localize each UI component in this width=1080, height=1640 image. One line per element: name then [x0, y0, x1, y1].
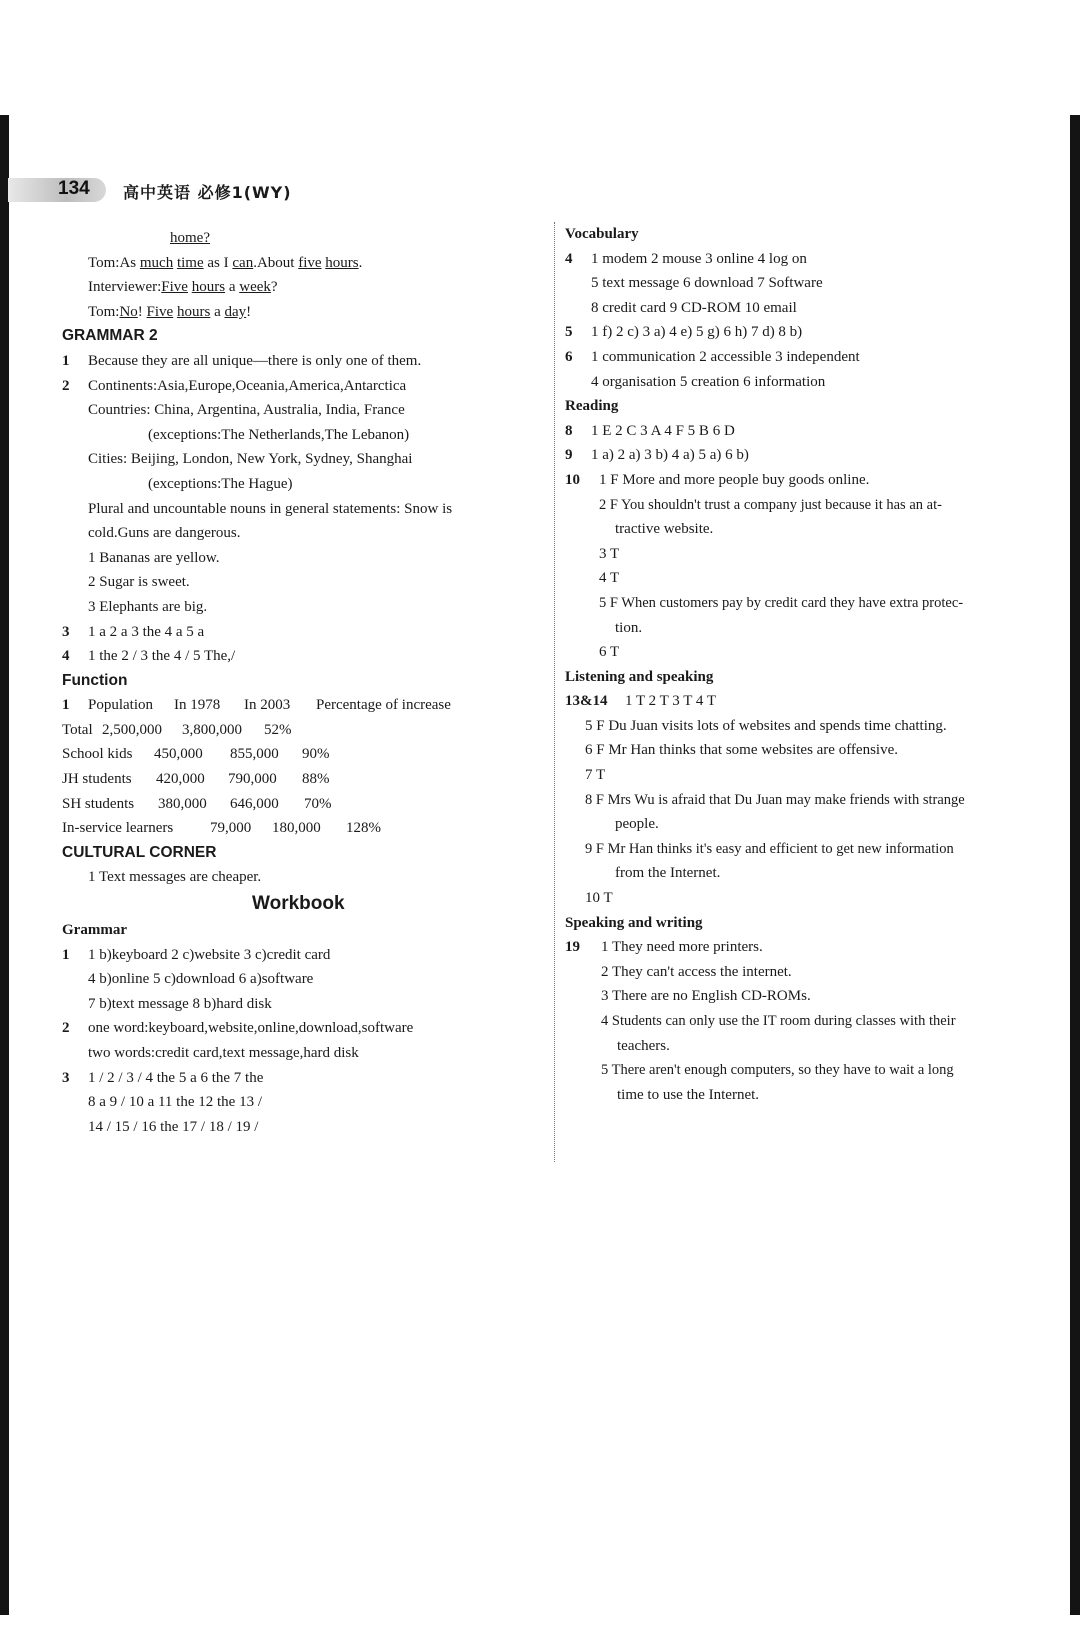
grammar2-q2-plural-2: cold.Guns are dangerous.: [88, 525, 241, 542]
question-number: 4: [62, 648, 70, 665]
listening-a6: 6 F Mr Han thinks that some websites are offensive.: [585, 742, 899, 759]
page-header: [8, 178, 328, 206]
reading-q10-2a: 2 F You shouldn't trust a company just because it has an at-: [599, 496, 942, 513]
workbook-grammar-heading: Grammar: [62, 922, 127, 939]
question-number: 5: [565, 324, 573, 341]
question-number: 4: [565, 250, 573, 267]
grammar2-q2-example-1: 1 Bananas are yellow.: [88, 549, 220, 566]
listening-a8a: 8 F Mrs Wu is afraid that Du Juan may make friends with strange: [585, 791, 965, 808]
right-column: [565, 222, 1045, 1107]
workbook-q3-line-3: 14 / 15 / 16 the 17 / 18 / 19 /: [88, 1118, 259, 1135]
dialogue-line-interviewer: [62, 275, 544, 300]
listening-heading: Listening and speaking: [565, 668, 714, 685]
table-header-cell: In 2003: [244, 697, 291, 714]
table-cell: 70%: [304, 795, 332, 812]
table-cell: SH students: [62, 795, 135, 812]
speaking-a4b: teachers.: [617, 1037, 670, 1054]
speaking-writing-heading: Speaking and writing: [565, 914, 703, 931]
answer-text: 1 T 2 T 3 T 4 T: [625, 693, 717, 710]
page-number-badge: [8, 178, 106, 202]
cultural-corner-answer: 1 Text messages are cheaper.: [88, 869, 262, 886]
reading-q10-5a: 5 F When customers pay by credit card they have extra protec-: [599, 594, 964, 611]
workbook-q2-line-1: [62, 1016, 544, 1041]
question-number: 1: [62, 946, 70, 963]
answer-text: 1 the 2 / 3 the 4 / 5 The,/: [88, 648, 236, 665]
dialogue-text: as I: [203, 254, 233, 271]
question-number: 2: [62, 377, 70, 394]
answer-text: one word:keyboard,website,online,download,software: [88, 1020, 414, 1037]
question-number: 10: [565, 471, 580, 488]
workbook-heading: Workbook: [252, 893, 345, 915]
workbook-q2-line-2: two words:credit card,text message,hard disk: [88, 1045, 359, 1061]
answer-text: 1 They need more printers.: [601, 939, 763, 956]
table-cell: 790,000: [228, 771, 277, 788]
function-table-row: [62, 792, 544, 817]
listening-a5: 5 F Du Juan visits lots of websites and spends time chatting.: [585, 717, 947, 734]
grammar2-q2-cities: Cities: Beijing, London, New York, Sydney, Shanghai: [88, 451, 413, 468]
grammar2-q1: [62, 349, 544, 374]
dialogue-home: home?: [170, 230, 210, 246]
listening-a10: 10 T: [585, 890, 613, 907]
table-cell: Total: [62, 721, 93, 738]
listening-a9b: from the Internet.: [615, 865, 721, 882]
table-header-cell: Population: [88, 697, 154, 714]
underlined-word: can: [232, 254, 254, 271]
dialogue-text: a: [210, 303, 225, 320]
column-divider: [554, 222, 555, 1162]
page-number: 134: [58, 178, 90, 199]
underlined-word: Five: [161, 279, 188, 296]
underlined-word: five: [298, 254, 322, 271]
answer-text: 1 a) 2 a) 3 b) 4 a) 5 a) 6 b): [591, 447, 749, 464]
dialogue-line-tom-1: [62, 251, 544, 276]
vocabulary-q6-line-1: [565, 345, 1045, 370]
table-cell: School kids: [62, 746, 133, 763]
dialogue-line-home: [62, 226, 544, 251]
grammar2-q4: [62, 644, 544, 669]
underlined-word: No: [119, 303, 138, 320]
table-cell: JH students: [62, 771, 132, 788]
question-number: 3: [62, 623, 70, 640]
reading-q10-6: 6 T: [599, 644, 620, 661]
listening-q-line-1: [565, 689, 1045, 714]
answer-text: 1 modem 2 mouse 3 online 4 log on: [591, 250, 807, 267]
function-table-row: [62, 816, 544, 841]
speaking-a3: 3 There are no English CD-ROMs.: [601, 988, 811, 1005]
question-number: 13&14: [565, 693, 608, 710]
dialogue-text: Tom:: [88, 303, 120, 320]
table-cell: 128%: [346, 820, 381, 837]
book-title: 高中英语 必修1(WY): [123, 183, 292, 202]
dialogue-text: Tom:As: [88, 254, 140, 271]
workbook-q3-line-1: [62, 1066, 544, 1091]
vocabulary-heading: Vocabulary: [565, 226, 639, 242]
left-column: [62, 226, 544, 1139]
dialogue-text: Interviewer:: [88, 279, 162, 296]
table-cell: 855,000: [230, 746, 279, 763]
table-header-cell: In 1978: [174, 697, 221, 714]
vocabulary-q6-line-2: 4 organisation 5 creation 6 information: [591, 373, 826, 390]
answer-text: 1 f) 2 c) 3 a) 4 e) 5 g) 6 h) 7 d) 8 b): [591, 324, 803, 341]
question-number: 9: [565, 447, 573, 464]
table-cell: 52%: [264, 721, 292, 738]
underlined-word: hours: [325, 254, 359, 271]
grammar2-q2-cities-exceptions: (exceptions:The Hague): [148, 475, 293, 492]
vocabulary-q4-line-2: 5 text message 6 download 7 Software: [591, 275, 823, 292]
underlined-word: hours: [176, 303, 211, 320]
speaking-a1: [565, 935, 1045, 960]
question-number: 1: [62, 352, 70, 369]
function-table-header: [62, 693, 544, 718]
listening-a9a: 9 F Mr Han thinks it's easy and efficient to get new information: [585, 840, 954, 857]
speaking-a4a: 4 Students can only use the IT room during classes with their: [601, 1013, 956, 1029]
question-number: 3: [62, 1069, 70, 1086]
table-cell: 646,000: [230, 795, 279, 812]
answer-text: Continents:Asia,Europe,Oceania,America,Antarctica: [88, 377, 407, 394]
vocabulary-q4-line-3: 8 credit card 9 CD-ROM 10 email: [591, 299, 797, 316]
reading-q8: [565, 419, 1045, 444]
function-heading: Function: [62, 671, 128, 689]
table-cell: 3,800,000: [182, 721, 242, 738]
table-cell: 450,000: [154, 746, 203, 763]
dialogue-text: .About: [253, 254, 299, 271]
answer-text: 1 F More and more people buy goods online.: [599, 471, 870, 488]
grammar2-heading: GRAMMAR 2: [62, 327, 158, 345]
question-number: 6: [565, 348, 573, 365]
function-table-row: [62, 742, 544, 767]
table-cell: 180,000: [272, 820, 321, 837]
question-number: 19: [565, 939, 580, 956]
vocabulary-q4-line-1: [565, 247, 1045, 272]
listening-a8b: people.: [615, 816, 659, 833]
workbook-q1-line-3: 7 b)text message 8 b)hard disk: [88, 995, 272, 1012]
table-cell: 79,000: [210, 820, 252, 837]
reading-q10-4: 4 T: [599, 570, 620, 587]
grammar2-q3: [62, 620, 544, 645]
dialogue-text: !: [137, 303, 147, 320]
dialogue-line-tom-2: [62, 300, 544, 325]
underlined-word: much: [139, 254, 174, 271]
underlined-word: Five: [146, 303, 174, 320]
answer-text: 1 communication 2 accessible 3 independent: [591, 348, 860, 365]
reading-q10-2b: tractive website.: [615, 521, 714, 538]
table-header-cell: Percentage of increase: [316, 697, 451, 714]
underlined-word: day: [224, 303, 247, 320]
reading-heading: Reading: [565, 398, 619, 415]
underlined-word: time: [176, 254, 204, 271]
dialogue-text: !: [246, 303, 252, 320]
table-cell: 380,000: [158, 795, 207, 812]
grammar2-q2-countries: Countries: China, Argentina, Australia, India, France: [88, 402, 405, 419]
grammar2-q2-plural-1: Plural and uncountable nouns in general statements: Snow is: [88, 500, 453, 517]
underlined-word: week: [239, 279, 271, 296]
question-number: 2: [62, 1020, 70, 1037]
dialogue-text: a: [225, 279, 240, 296]
workbook-q3-line-2: 8 a 9 / 10 a 11 the 12 the 13 /: [88, 1094, 262, 1111]
speaking-a2: 2 They can't access the internet.: [601, 963, 792, 980]
reading-q10-5b: tion.: [615, 619, 643, 636]
grammar2-q2-example-3: 3 Elephants are big.: [88, 598, 208, 615]
reading-q9: [565, 443, 1045, 468]
table-cell: 2,500,000: [102, 721, 162, 738]
answer-text: Because they are all unique—there is only one of them.: [88, 352, 422, 369]
speaking-a5a: 5 There aren't enough computers, so they have to wait a long: [601, 1062, 954, 1079]
table-cell: 420,000: [156, 771, 205, 788]
grammar2-q2-countries-exceptions: (exceptions:The Netherlands,The Lebanon): [148, 426, 410, 443]
vocabulary-q5: [565, 320, 1045, 345]
question-number: 1: [62, 697, 70, 714]
answer-text: 1 a 2 a 3 the 4 a 5 a: [88, 623, 205, 640]
dialogue-text: ?: [270, 279, 278, 296]
function-table-row: [62, 767, 544, 792]
grammar2-q2-continents: [62, 374, 544, 399]
question-number: 8: [565, 422, 573, 439]
underlined-word: hours: [191, 279, 226, 296]
function-table-row: [62, 718, 544, 743]
reading-q10-3: 3 T: [599, 545, 620, 562]
dialogue-text: .: [358, 254, 363, 271]
scan-edge-left: [0, 115, 9, 1615]
table-cell: In-service learners: [62, 820, 174, 837]
cultural-corner-heading: CULTURAL CORNER: [62, 843, 217, 861]
answer-text: 1 E 2 C 3 A 4 F 5 B 6 D: [591, 422, 735, 439]
speaking-a5b: time to use the Internet.: [617, 1086, 760, 1103]
answer-text: 1 b)keyboard 2 c)website 3 c)credit card: [88, 946, 331, 963]
grammar2-q2-example-2: 2 Sugar is sweet.: [88, 574, 190, 591]
workbook-q1-line-2: 4 b)online 5 c)download 6 a)software: [88, 971, 314, 988]
scan-edge-right: [1070, 115, 1080, 1615]
listening-a7: 7 T: [585, 767, 606, 784]
table-cell: 88%: [302, 771, 330, 788]
workbook-q1-line-1: [62, 943, 544, 968]
answer-text: 1 / 2 / 3 / 4 the 5 a 6 the 7 the: [88, 1069, 264, 1086]
reading-q10-1: [565, 468, 1045, 493]
table-cell: 90%: [302, 746, 330, 763]
